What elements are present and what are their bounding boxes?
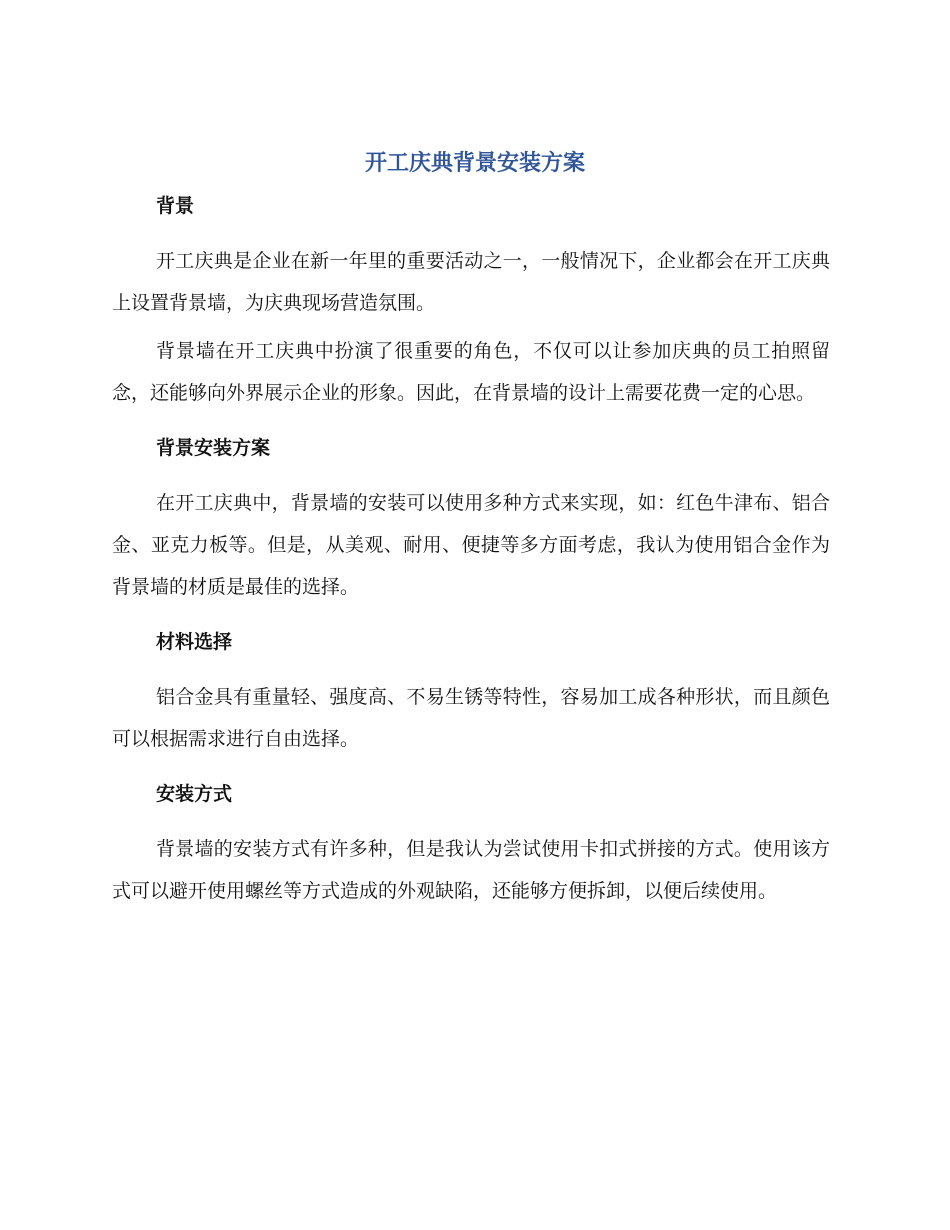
paragraph: 铝合金具有重量轻、强度高、不易生锈等特性，容易加工成各种形状，而且颜色可以根据需求进行自由选择。	[112, 686, 830, 750]
document-body	[112, 190, 830, 912]
section-heading-install-plan: 背景安装方案	[156, 437, 271, 459]
paragraph: 在开工庆典中，背景墙的安装可以使用多种方式来实现，如：红色牛津布、铝合金、亚克力板等。但是，从美观、耐用、便捷等多方面考虑，我认为使用铝合金作为背景墙的材质是最佳的选择。	[112, 492, 830, 598]
section-heading-material: 材料选择	[156, 631, 233, 653]
section-heading-install-method: 安装方式	[156, 783, 233, 805]
paragraph: 开工庆典是企业在新一年里的重要活动之一，一般情况下，企业都会在开工庆典上设置背景墙，为庆典现场营造氛围。	[112, 250, 830, 314]
document-title: 开工庆典背景安装方案	[364, 151, 585, 176]
paragraph: 背景墙在开工庆典中扮演了很重要的角色，不仅可以让参加庆典的员工拍照留念，还能够向外界展示企业的形象。因此，在背景墙的设计上需要花费一定的心思。	[112, 340, 830, 404]
paragraph: 背景墙的安装方式有许多种，但是我认为尝试使用卡扣式拼接的方式。使用该方式可以避开使用螺丝等方式造成的外观缺陷，还能够方便拆卸，以便后续使用。	[112, 838, 830, 902]
section-heading-background: 背景	[156, 195, 195, 217]
